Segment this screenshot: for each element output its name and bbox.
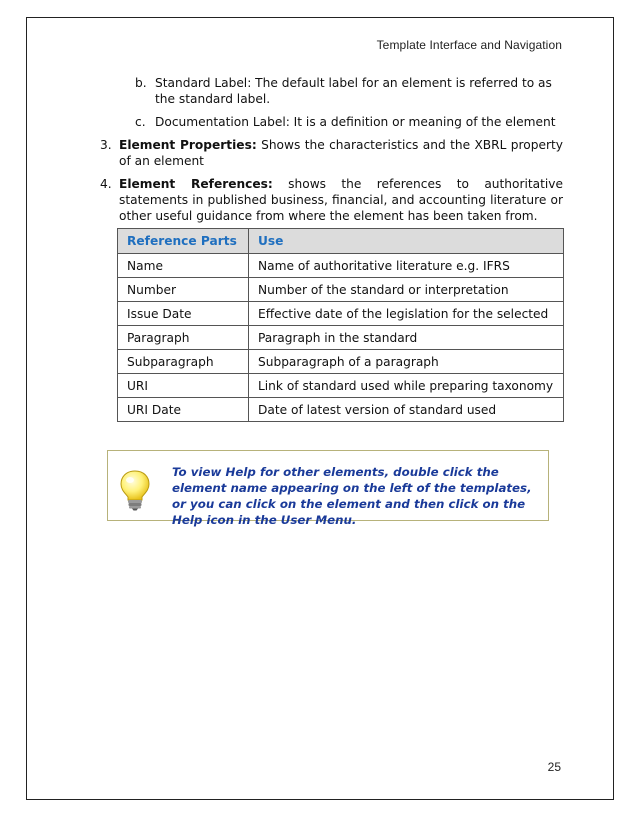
table-cell: Subparagraph: [118, 350, 249, 374]
list-item-marker: b.: [135, 76, 147, 90]
table-cell: Subparagraph of a paragraph: [249, 350, 564, 374]
table-cell: Paragraph in the standard: [249, 326, 564, 350]
table-cell: Name: [118, 254, 249, 278]
table-row: [118, 302, 564, 326]
table-row: [118, 350, 564, 374]
table-row: [118, 374, 564, 398]
table-cell: Number of the standard or interpretation: [249, 278, 564, 302]
list-item-term: Element References:: [119, 177, 273, 191]
table-row: [118, 278, 564, 302]
table-cell: Date of latest version of standard used: [249, 398, 564, 422]
list-item-documentation-label: [135, 114, 563, 130]
list-item-text: [119, 137, 563, 169]
lightbulb-icon: [118, 469, 152, 511]
table-row: [118, 254, 564, 278]
table-header-row: [118, 229, 564, 254]
table-cell: URI: [118, 374, 249, 398]
page-header-title: Template Interface and Navigation: [376, 38, 562, 52]
column-header-reference-parts: Reference Parts: [118, 229, 249, 254]
table-cell: URI Date: [118, 398, 249, 422]
list-item-text: Standard Label: The default label for an element is referred to as the standard label.: [155, 76, 552, 106]
list-item-description: shows the references to authoritative statements in published business, financial, and accounting literature or other useful guidance from where the element has been taken from.: [119, 177, 563, 223]
list-item-number: 4.: [100, 177, 112, 191]
reference-parts-table: [117, 228, 564, 422]
list-item-term: Element Properties:: [119, 138, 257, 152]
list-item-text: Documentation Label: It is a definition or meaning of the element: [155, 115, 556, 129]
list-item-element-references: [100, 176, 563, 224]
help-note-text: To view Help for other elements, double click the element name appearing on the left of the templates, or you can click on the element and then click on the Help icon in the User Menu.: [172, 465, 532, 527]
list-item-standard-label: [135, 75, 563, 107]
column-header-use: Use: [249, 229, 564, 254]
table-cell: Name of authoritative literature e.g. IFRS: [249, 254, 564, 278]
list-item-marker: c.: [135, 115, 146, 129]
table-row: [118, 398, 564, 422]
table-cell: Issue Date: [118, 302, 249, 326]
page-number: 25: [547, 760, 561, 774]
list-item-element-properties: [100, 137, 563, 169]
list-item-text: [119, 176, 563, 224]
table-cell: Number: [118, 278, 249, 302]
help-note-box: [107, 450, 549, 527]
table-cell: Paragraph: [118, 326, 249, 350]
list-item-number: 3.: [100, 138, 112, 152]
table-cell: Link of standard used while preparing taxonomy: [249, 374, 564, 398]
table-cell: Effective date of the legislation for the selected: [249, 302, 564, 326]
list-item-description: Shows the characteristics and the XBRL property of an element: [119, 138, 563, 168]
table-row: [118, 326, 564, 350]
